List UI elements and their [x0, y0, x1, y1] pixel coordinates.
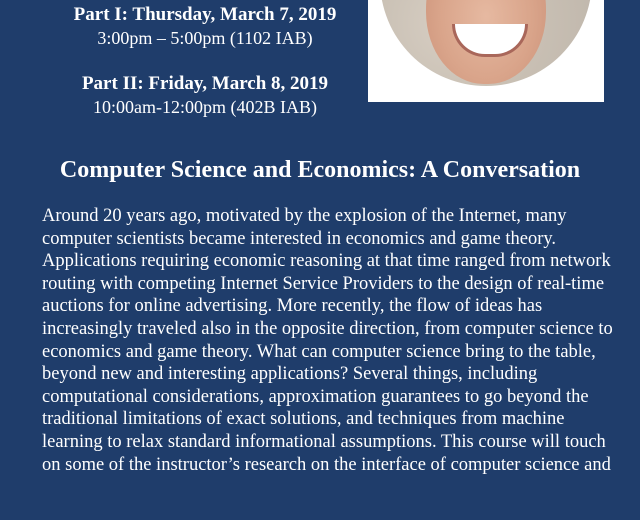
part-1-date: [0, 4, 410, 26]
speaker-portrait-icon: [380, 0, 592, 86]
part-2-label: Part II: Friday, March 8, 2019: [81, 73, 329, 94]
part-1-label: Part I: Thursday, March 7, 2019: [73, 4, 337, 25]
part-2-time: 10:00am-12:00pm (402B IAB): [93, 97, 317, 117]
part-1-time: 3:00pm – 5:00pm (1102 IAB): [97, 28, 313, 48]
speaker-photo-frame: [368, 0, 604, 102]
part-2-date: [0, 73, 410, 95]
talk-title: Computer Science and Economics: A Conversation: [59, 157, 581, 183]
talk-abstract: Around 20 years ago, motivated by the explosion of the Internet, many computer scientists became interested in economics and game theory. Applications requiring economic reasoning at that time ranged from network routing with competing Internet Service Providers to the design of real-time auctions for online advertising. More recently, the flow of ideas has increasingly traveled also in the opposite direction, from computer science to economics and game theory. What can computer science bring to the table, beyond new and interesting applications? Several things, including computational considerations, approximation guarantees to go beyond the traditional limitations of exact solutions, and techniques from machine learning to relax standard informational assumptions. This course will touch on some of the instructor’s research on the interface of computer science and: [42, 206, 613, 475]
